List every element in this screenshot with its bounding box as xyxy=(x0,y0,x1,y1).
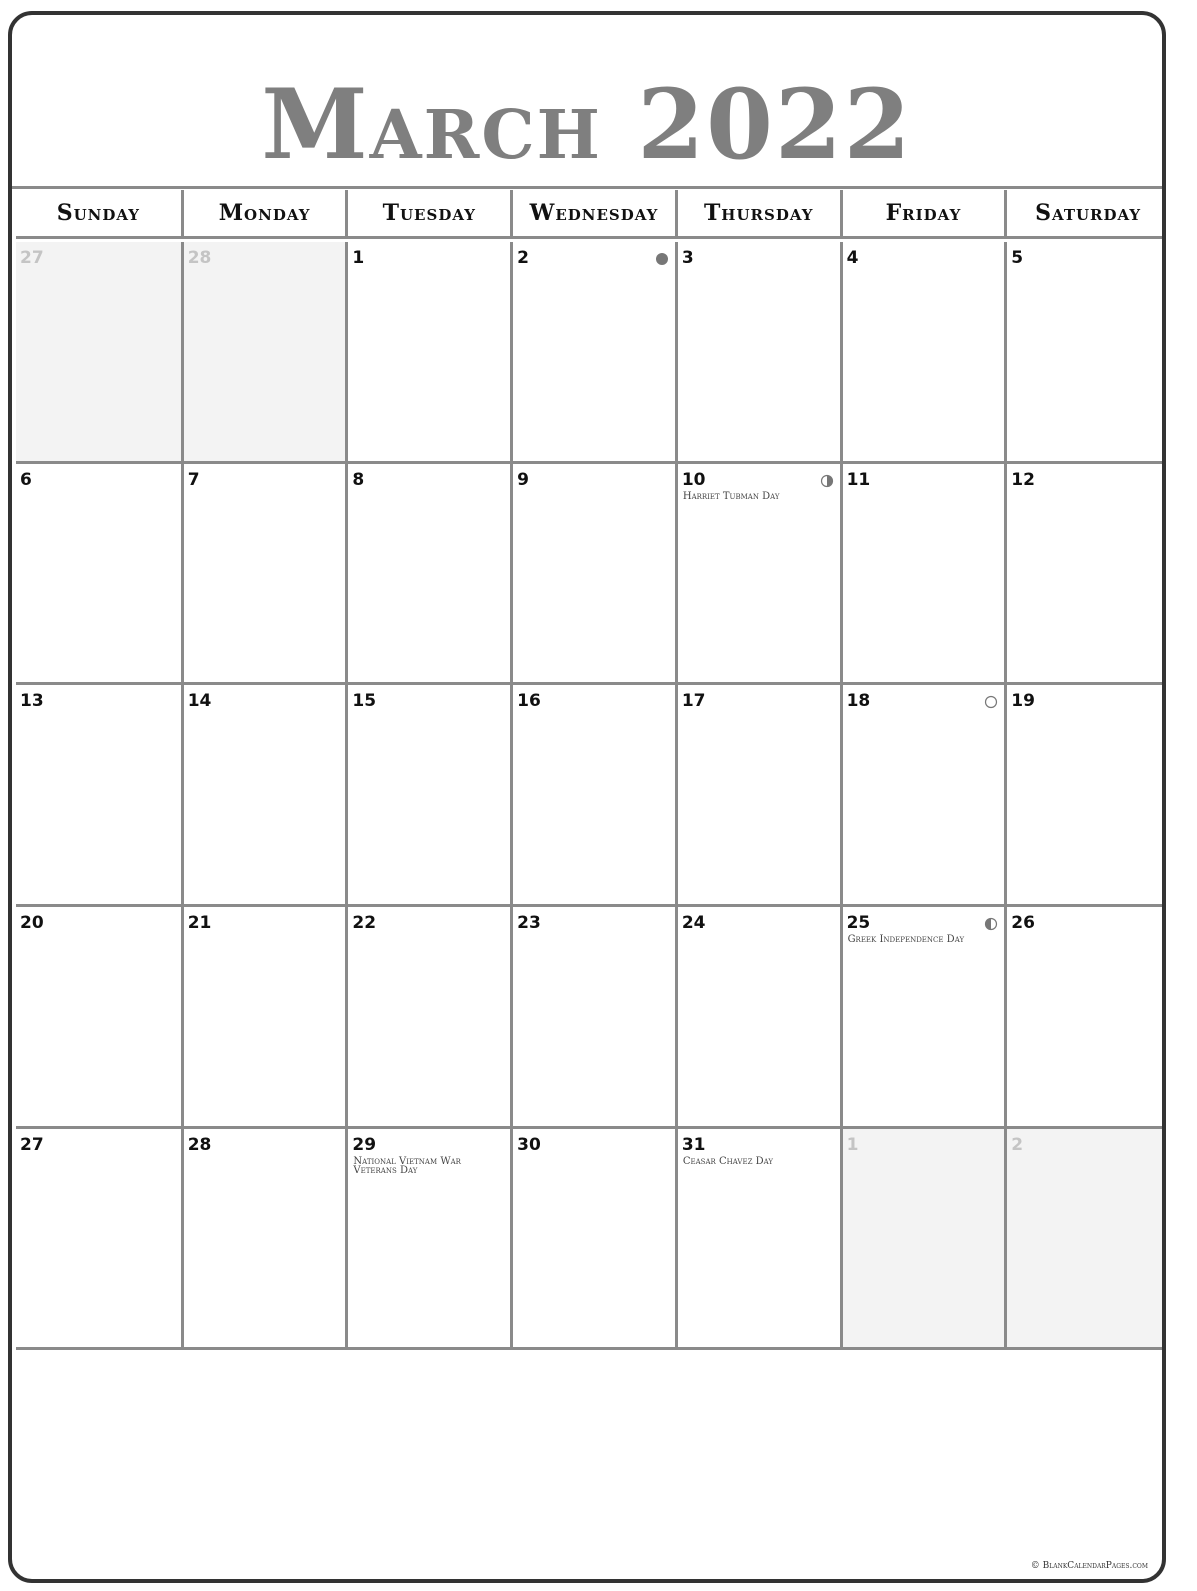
day-cell xyxy=(675,464,840,686)
day-number: 6 xyxy=(20,469,32,490)
weekday-tuesday: Tuesday xyxy=(345,190,510,239)
title-divider xyxy=(12,186,1162,189)
weekday-wednesday: Wednesday xyxy=(510,190,675,239)
day-number: 1 xyxy=(846,1134,859,1155)
calendar-page xyxy=(8,11,1166,1583)
day-number: 24 xyxy=(681,913,706,933)
weekday-thursday: Thursday xyxy=(675,190,840,239)
full-moon-icon xyxy=(984,695,998,709)
day-cell xyxy=(16,685,181,907)
day-number: 3 xyxy=(681,248,694,268)
weekday-friday: Friday xyxy=(840,190,1005,239)
holiday-label: Harriet Tubman Day xyxy=(682,490,780,502)
weekday-sunday: Sunday xyxy=(16,190,181,239)
day-cell xyxy=(1004,907,1166,1129)
day-cell xyxy=(840,242,1005,464)
holiday-label: Ceasar Chavez Day xyxy=(682,1155,774,1167)
day-cell xyxy=(840,464,1005,686)
day-cell xyxy=(181,242,346,464)
day-number: 21 xyxy=(187,913,212,933)
day-number: 31 xyxy=(681,1134,706,1155)
day-cell xyxy=(675,1129,840,1351)
day-number: 9 xyxy=(517,469,529,490)
day-number: 1 xyxy=(352,248,365,268)
day-cell xyxy=(1004,685,1166,907)
day-cell xyxy=(181,1129,346,1351)
day-number: 14 xyxy=(187,691,212,712)
holiday-label: National Vietnam War Veterans Day xyxy=(353,1155,461,1176)
day-cell xyxy=(675,685,840,907)
day-cell xyxy=(510,242,675,464)
day-cell xyxy=(16,1129,181,1351)
day-number: 5 xyxy=(1011,248,1024,268)
weekday-monday: Monday xyxy=(181,190,346,239)
weekday-saturday: Saturday xyxy=(1004,190,1166,239)
day-number: 11 xyxy=(846,469,871,490)
last-quarter-icon xyxy=(984,917,998,931)
day-cell xyxy=(840,1129,1005,1351)
day-cell xyxy=(510,685,675,907)
day-number: 27 xyxy=(20,248,44,268)
day-number: 30 xyxy=(517,1134,541,1155)
calendar-title: March 2022 xyxy=(261,68,913,181)
day-cell xyxy=(345,242,510,464)
day-cell xyxy=(1004,242,1166,464)
day-number: 29 xyxy=(352,1134,377,1155)
day-cell xyxy=(181,685,346,907)
day-cell xyxy=(345,464,510,686)
day-number: 25 xyxy=(846,913,871,933)
day-number: 15 xyxy=(352,691,377,712)
day-cell xyxy=(510,907,675,1129)
day-cell xyxy=(345,907,510,1129)
calendar-grid xyxy=(16,242,1166,1572)
copyright-footer: © BlankCalendarPages.com xyxy=(1030,1561,1148,1571)
day-cell xyxy=(16,242,181,464)
day-cell xyxy=(510,464,675,686)
holiday-label: Greek Independence Day xyxy=(847,934,965,945)
day-number: 18 xyxy=(846,691,871,712)
day-cell xyxy=(345,685,510,907)
day-cell xyxy=(510,1129,675,1351)
day-number: 28 xyxy=(187,248,212,268)
day-cell xyxy=(345,1129,510,1351)
weekday-header-row xyxy=(16,190,1166,239)
first-quarter-icon xyxy=(820,474,834,488)
day-cell xyxy=(1004,464,1166,686)
day-number: 10 xyxy=(681,469,706,490)
day-number: 27 xyxy=(20,1134,44,1155)
day-number: 8 xyxy=(352,469,365,490)
day-cell xyxy=(840,685,1005,907)
day-number: 12 xyxy=(1011,469,1035,490)
day-number: 22 xyxy=(352,913,377,933)
new-moon-icon xyxy=(655,252,669,266)
day-cell xyxy=(16,464,181,686)
day-number: 7 xyxy=(187,469,200,490)
day-number: 28 xyxy=(187,1134,212,1155)
day-number: 16 xyxy=(517,691,541,712)
day-number: 23 xyxy=(517,913,541,933)
day-cell xyxy=(675,242,840,464)
day-cell xyxy=(181,464,346,686)
day-number: 13 xyxy=(20,691,44,712)
day-cell xyxy=(840,907,1005,1129)
day-cell xyxy=(675,907,840,1129)
day-number: 2 xyxy=(517,248,529,268)
day-cell xyxy=(1004,1129,1166,1351)
day-number: 20 xyxy=(20,913,44,933)
day-cell xyxy=(16,907,181,1129)
day-number: 19 xyxy=(1011,691,1035,712)
day-number: 26 xyxy=(1011,913,1035,933)
day-number: 17 xyxy=(681,691,706,712)
day-cell xyxy=(181,907,346,1129)
day-number: 2 xyxy=(1011,1134,1024,1155)
day-number: 4 xyxy=(846,248,859,268)
